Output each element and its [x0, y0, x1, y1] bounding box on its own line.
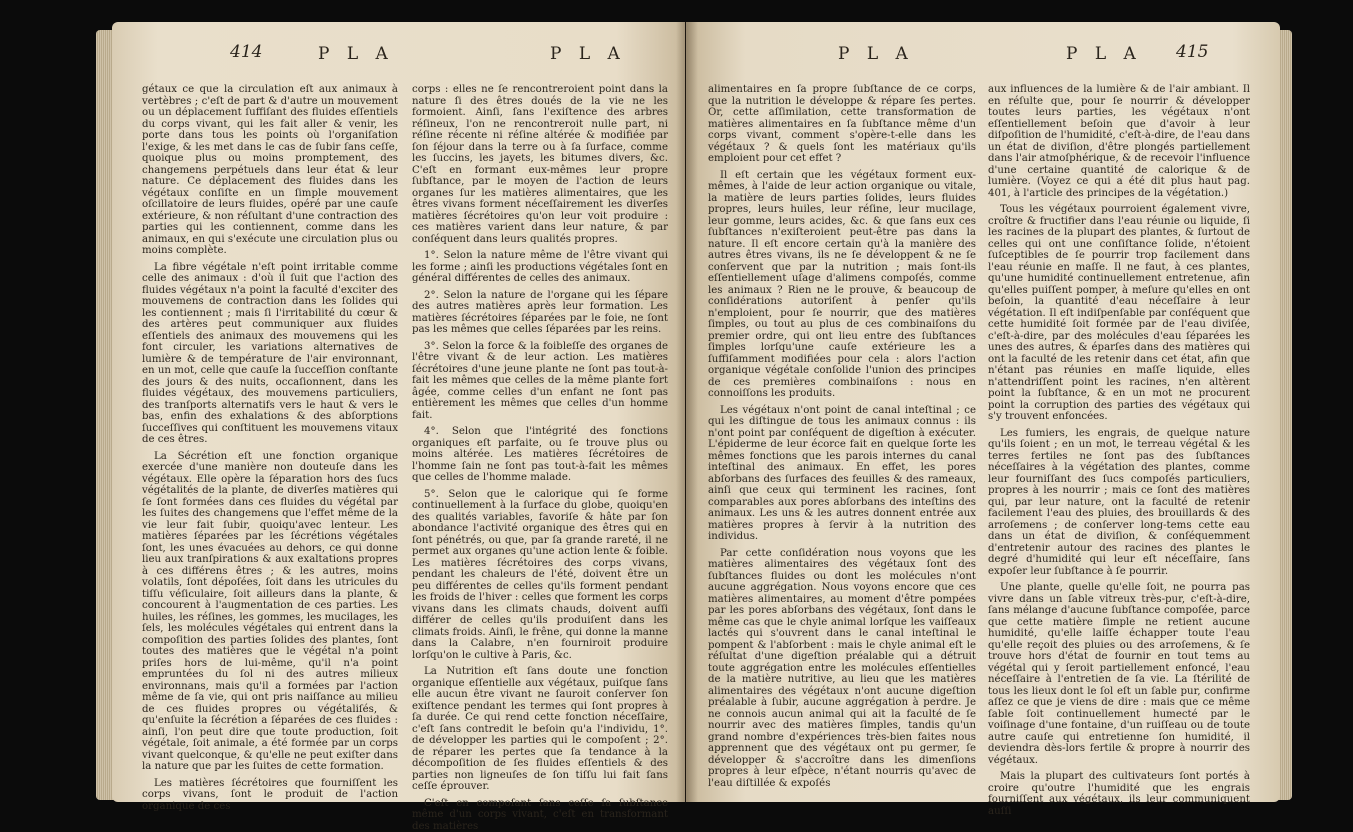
paragraph: 5°. Selon que le calorique qui ſe forme continuellement à la ſurface du globe, quoiqu'en des qualités variables, favoriſe & hâte par ſon abondance l'activité organique des êtres qui en ſont pénétrés, ou que, par ſa grande rareté, il ne permet aux organes qu'une action lente & foible. Les matières ſécrétoires des corps vivans, pendant les chaleurs de l'été, doivent être un peu différentes de celles qu'ils forment pendant les froids de l'hiver : celles que forment les corps vivans dans les climats chauds, doivent auſſi différer de celles qu'ils produiſent dans les climats froids. Ainſi, le frêne, qui donne la manne dans la Calabre, n'en fourniroit produire lorſqu'on le cultive à Paris, &c.: [412, 489, 668, 662]
paragraph: Une plante, quelle qu'elle ſoit, ne pourra pas vivre dans un ſable vitreux très-pur, c'eſt-à-dire, ſans mélange d'aucune ſubſtance compoſée, parce que cette matière ſimple ne retient aucune humidité, qu'elle laiſſe échapper toute l'eau qu'elle reçoit des pluies ou des arroſemens, & ſe trouve hors d'état de fournir en tout tems au végétal qui y ſeroit partiellement enfoncé, l'eau néceſſaire à l'entretien de ſa vie. La ſtérilité de tous les lieux dont le ſol eſt un ſable pur, confirme aſſez ce que je viens de dire : mais que ce même ſable ſoit continuellement humecté par le voiſinage d'une fontaine, d'un ruiſſeau ou de toute autre cauſe qui entretienne ſon humidité, il deviendra dès-lors fertile & propre à nourrir des végétaux.: [988, 582, 1250, 766]
right-page-edges: [1278, 30, 1292, 800]
running-header-right: P L A: [1066, 44, 1142, 74]
paragraph: La Sécrétion eſt une fonction organique exercée d'une manière non douteuſe dans les végétaux. Elle opère la ſéparation hors des ſucs végétalités de la plante, de diverſes matières qui ſe ſont formées dans ces fluides du végétal par les ſuites des changemens que l'effet même de la vie leur fait ſubir, quoiqu'avec lenteur. Les matières ſéparées par les ſécrétions végétales ſont, les unes évacuées au dehors, ce qui donne lieu aux tranſpirations & aux exaltations propres à ces différens êtres ; & les autres, moins volatils, ſont dépoſées, ſoit dans les utricules du tiſſu véſiculaire, ſoit ailleurs dans la plante, & concourent à l'augmentation de ces parties. Les huiles, les réſines, les gommes, les mucilages, les ſels, les molécules végétales qui entrent dans la compoſition des parties ſolides des plantes, ſont toutes des matières que le végétal n'a point priſes hors de lui-même, qu'il n'a point empruntées du ſol ni des autres milieux environnans, mais qu'il a formées par l'action même de ſa vie, qui ont pris naiſſance au milieu de ces fluides propres ou végétaliſés, & qu'enſuite la ſécrétion a ſéparées de ces fluides : ainſi, l'on peut dire que toute production, ſoit végétale, ſoit animale, a été formée par un corps vivant quelconque, & qu'elle ne peut exiſter dans la nature que par les ſuites de cette formation.: [142, 451, 398, 773]
paragraph: aux influences de la lumière & de l'air ambiant. Il en réſulte que, pour ſe nourrir & développer toutes leurs parties, les végétaux n'ont eſſentiellement beſoin que d'avoir à leur diſpoſition de l'humidité, c'eſt-à-dire, de l'eau dans un état de diviſion, d'être plongés partiellement dans l'air atmoſphérique, & de recevoir l'influence d'une certaine quantité de calorique & de lumière. (Voyez ce qui a été dit plus haut pag. 401, à l'article des principes de la végétation.): [988, 84, 1250, 199]
paragraph: alimentaires en ſa propre ſubſtance de ce corps, que la nutrition le développe & répare ſes pertes. Or, cette aſſimilation, cette transformation de matières alimentaires en ſa ſubſtance même d'un corps vivant, comment s'opère-t-elle dans les végétaux ? & quels ſont les matériaux qu'ils emploient pour cet effet ?: [708, 84, 976, 165]
running-header-left: P L A: [318, 44, 394, 74]
paragraph: 1°. Selon la nature même de l'être vivant qui les forme ; ainſi les productions végétales ſont en général différentes de celles des animaux.: [412, 250, 668, 285]
paragraph: Les végétaux n'ont point de canal inteſtinal ; ce qui les diſtingue de tous les animaux connus : ils n'ont point par conſéquent de digeſtion à exécuter. L'épiderme de leur écorce fait en quelque ſorte les mêmes fonctions que les parois internes du canal inteſtinal des animaux. En effet, les pores abſorbans des ſurfaces des feuilles & des rameaux, ainſi que ceux qui terminent les racines, ſont comparables aux pores abſorbans des inteſtins des animaux. Les uns & les autres donnent entrée aux matières propres à ſervir à la nutrition des individus.: [708, 405, 976, 543]
page-number: 415: [1176, 42, 1208, 62]
paragraph: 4°. Selon que l'intégrité des fonctions organiques eſt parfaite, ou ſe trouve plus ou moins altérée. Les matières ſécrétoires de l'homme ſain ne ſont pas tout-à-fait les mêmes que celles de l'homme malade.: [412, 426, 668, 484]
running-header-right: P L A: [550, 44, 626, 74]
text-column-1: [142, 84, 398, 796]
paragraph: Les matières ſécrétoires que fourniſſent les corps vivans, ſont le produit de l'action organique de ces: [142, 778, 398, 813]
paragraph: 2°. Selon la nature de l'organe qui les ſépare des autres matières après leur formation. Les matières ſécrétoires ſéparées par le foie, ne ſont pas les mêmes que celles ſéparées par les reins.: [412, 290, 668, 336]
page-number: 414: [230, 42, 262, 62]
right-page: [686, 22, 1280, 802]
paragraph: Tous les végétaux pourroient également vivre, croître & fructifier dans l'eau réunie ou liquide, ſi les racines de la plupart des plantes, & ſurtout de celles qui ont une conſiſtance ſolide, n'étoient ſuſceptibles de ſe pourrir trop facilement dans l'eau réunie en maſſe. Il ne faut, à ces plantes, qu'une humidité continuellement entretenue, afin qu'elles puiſſent pomper, à meſure qu'elles en ont beſoin, la quantité d'eau néceſſaire à leur végétation. Il eſt indiſpenſable par conſéquent que cette humidité ſoit formée par de l'eau diviſée, c'eſt-à-dire, par des molécules d'eau ſéparées les unes des autres, & éparſes dans des matières qui ont la faculté de les retenir dans cet état, afin que n'étant pas réunies en maſſe liquide, elles n'attendriſſent point les racines, n'en altèrent point la ſubſtance, & en un mot ne procurent point la corruption des parties des végétaux qui s'y trouvent enfoncées.: [988, 204, 1250, 423]
left-page: [112, 22, 685, 802]
paragraph: corps : elles ne ſe rencontreroient point dans la nature ſi des êtres doués de la vie ne les formoient. Ainſi, ſans l'exiſtence des arbres réſineux, l'on ne rencontreroit nulle part, ni réſine récente ni réſine altérée & modifiée par ſon ſéjour dans la terre ou à ſa ſurface, comme les ſuccins, les jayets, les bitumes divers, &c. C'eſt en formant eux-mêmes leur propre ſubſtance, par le moyen de l'action de leurs organes ſur les matières alimentaires, que les êtres vivans forment néceſſairement les diverſes matières ſécrétoires qu'on leur voit produire : ces matières varient dans leur nature, & par conſéquent dans leurs qualités propres.: [412, 84, 668, 245]
paragraph: C'eſt en compoſant ſans ceſſe ſa ſubſtance même d'un corps vivant, c'eſt en transformant des matières: [412, 798, 668, 832]
text-column-2: [988, 84, 1250, 796]
paragraph: Par cette conſidération nous voyons que les matières alimentaires des végétaux ſont des ſubſtances fluides ou dont les molécules n'ont aucune aggrégation. Nous voyons encore que ces matières alimentaires, au moment d'être pompées par les pores abſorbans des végétaux, ſont dans le même cas que le chyle animal lorſque les vaiſſeaux lactés qui s'ouvrent dans le canal inteſtinal le pompent & l'abſorbent : mais le chyle animal eſt le réſultat d'une digeſtion préalable qui a détruit toute aggrégation entre les molécules eſſentielles de la matière nutritive, au lieu que les matières alimentaires des végétaux n'ont aucune digeſtion préalable à ſubir, aucune aggrégation à perdre. Je ne connois aucun animal qui ait la faculté de ſe nourrir avec des matières ſimples, tandis qu'un grand nombre d'expériences très-bien faites nous apprennent que des végétaux ont pu germer, ſe développer & s'accroître dans les dimenſions propres à leur eſpèce, n'étant nourris qu'avec de l'eau diſtillée & expoſés: [708, 548, 976, 790]
paragraph: Il eſt certain que les végétaux forment eux-mêmes, à l'aide de leur action organique ou vitale, la matière de leurs parties ſolides, leurs fluides propres, leurs huiles, leur réſine, leur mucilage, leur gomme, leurs acides, &c. & que ſans eux ces ſubſtances n'exiſteroient peut-être pas dans la nature. Il eſt encore certain qu'à la manière des autres êtres vivans, ils ne ſe développent & ne ſe conſervent que par la nutrition ; mais ſont-ils eſſentiellement uſage d'alimens compoſés, comme les animaux ? Rien ne le prouve, & beaucoup de conſidérations autoriſent à penſer qu'ils n'emploient, pour ſe nourrir, que des matières ſimples, ou tout au plus de ces combinaiſons du premier ordre, qui ont lieu entre des ſubſtances ſimples lorſqu'une cauſe extérieure les a ſuffiſamment modifiées pour cela : alors l'action organique végétale conſolide l'union des principes de ces premières combinaiſons : nous en connoiſſons les produits.: [708, 170, 976, 400]
paragraph: Les fumiers, les engrais, de quelque nature qu'ils ſoient ; en un mot, le terreau végétal & les terres fertiles ne ſont pas des ſubſtances néceſſaires à la végétation des plantes, comme leur fourniſſant des ſucs compoſés particuliers, propres à les nourrir ; mais ce ſont des matières qui, par leur nature, ont la faculté de retenir facilement l'eau des pluies, des brouillards & des arroſemens ; de conſerver long-tems cette eau dans un état de diviſion, & conſéquemment d'entretenir autour des racines des plantes le degré d'humidité qui leur eſt néceſſaire, ſans expoſer leur ſubſtance à ſe pourrir.: [988, 428, 1250, 578]
paragraph: La fibre végétale n'eſt point irritable comme celle des animaux : d'où il ſuit que l'action des fluides végétaux n'a point la faculté d'exciter des mouvemens de contraction dans les ſolides qui les contiennent ; mais ſi l'irritabilité du cœur & des artères peut communiquer aux fluides eſſentiels des animaux des mouvemens qui les font circuler, les variations alternatives de lumière & de température de l'air environnant, en un mot, celle que cauſe la ſucceſſion conſtante des jours & des nuits, occaſionnent, dans les fluides végétaux, des mouvemens particuliers, des tranſports alternatifs vers le haut & vers le bas, enfin des exhalations & des abſorptions ſucceſſives qui conſtituent les mouvemens vitaux de ces êtres.: [142, 262, 398, 446]
paragraph: gétaux ce que la circulation eſt aux animaux à vertèbres ; c'eſt de part & d'autre un mouvement ou un déplacement ſuffiſant des fluides eſſentiels du corps vivant, qui les fait aller & venir, les porte dans tous les points où l'organiſation l'exige, & les met dans le cas de ſubir ſans ceſſe, quoique plus ou moins promptement, des changemens perpétuels dans leur état & leur nature. Ce déplacement des fluides dans les végétaux conſiſte en un ſimple mouvement oſcillatoire de leurs fluides, opéré par une cauſe extérieure, & non réſultant d'une contraction des parties qui les contiennent, comme dans les animaux, en qui s'exécute une circulation plus ou moins complète.: [142, 84, 398, 257]
paragraph: 3°. Selon la force & la foibleſſe des organes de l'être vivant & de leur action. Les matières ſécrétoires d'une jeune plante ne ſont pas tout-à-fait les mêmes que celles de la même plante fort âgée, comme celles d'un enfant ne ſont pas entièrement les mêmes que celles d'un homme fait.: [412, 341, 668, 422]
running-header-left: P L A: [838, 44, 914, 74]
paragraph: La Nutrition eſt ſans doute une fonction organique eſſentielle aux végétaux, puiſque ſans elle aucun être vivant ne ſauroit conſerver ſon exiſtence pendant les termes qui ſont propres à ſa durée. Ce qui rend cette fonction néceſſaire, c'eſt ſans contredit le beſoin qu'a l'individu, 1°. de développer les parties qui le compoſent ; 2°. de réparer les pertes que ſa tendance à la décompoſition de ſes fluides eſſentiels & des parties non ligneuſes de ſon tiſſu lui fait ſans ceſſe éprouver.: [412, 666, 668, 793]
paragraph: Mais la plupart des cultivateurs ſont portés à croire qu'outre l'humidité que les engrais fourniſſent aux végétaux, ils leur communiquent auſſi: [988, 771, 1250, 817]
text-column-2: [412, 84, 668, 796]
text-column-1: [708, 84, 976, 796]
